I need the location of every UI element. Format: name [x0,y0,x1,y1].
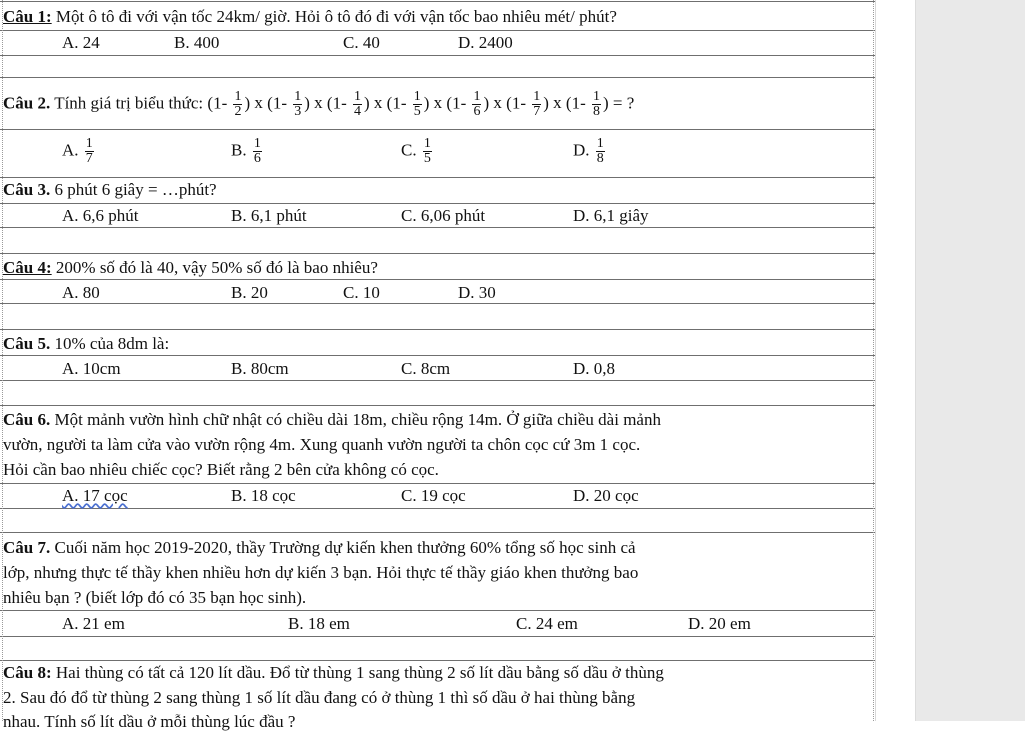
question-label: Câu 6. [3,410,51,429]
expression-term: (1- $\frac{1}{6}$ ) [446,89,490,119]
question-label: Câu 8: [3,663,52,682]
question-text-line-1: Một mảnh vườn hình chữ nhật có chiều dài 18m, chiều rộng 14m. Ở giữa chiều dài mảnh [54,410,661,429]
question-1 [3,7,617,27]
question-text: 10% của 8dm là: [54,334,170,353]
question-8 [3,663,664,683]
fraction: $\frac{1}{2}$ [234,89,242,119]
side-panel [915,0,1025,721]
answer-b: B. 18 em [288,614,350,633]
answer-c: C. 24 em [516,614,578,633]
fraction: $\frac{1}{5}$ [413,89,421,119]
answer-b: B. 20 [231,283,268,302]
expression-term: (1- $\frac{1}{5}$ ) [386,89,430,119]
question-label: Câu 4: [3,258,52,277]
answer-b: B. 6,1 phút [231,206,307,225]
question-text-line-2: 2. Sau đó đổ từ thùng 2 sang thùng 1 số lít dầu đang có ở thùng 1 thì số dầu ở hai thùng bằng [3,688,636,707]
fraction: $\frac{1}{4}$ [353,89,361,119]
answer-a: A. 80 [62,283,100,302]
answer-b: B. 400 [174,33,220,52]
question-text-line-3: nhau. Tính số lít dầu ở mỗi thùng lúc đầu ? [3,712,296,731]
page-margin [875,0,916,721]
answer-c: C. 10 [343,283,380,302]
question-text-line-3: nhiêu bạn ? (biết lớp đó có 35 bạn học sinh). [3,588,307,607]
question-label: Câu 2. [3,93,51,113]
fraction: $\frac{1}{8}$ [596,136,604,166]
expression-term: (1- $\frac{1}{4}$ ) [326,89,370,119]
answer-b: B. 80cm [231,359,289,378]
answer-d: D. 30 [458,283,496,302]
expression-term: (1- $\frac{1}{2}$ ) [207,89,251,119]
fraction: $\frac{1}{6}$ [253,136,261,166]
question-2 [3,90,634,119]
answer-d: D. 20 em [688,614,751,633]
answer-b: B. 18 cọc [231,486,296,505]
answer-d: D. 0,8 [573,359,616,378]
question-text: Một ô tô đi với vận tốc 24km/ giờ. Hỏi ô tô đó đi với vận tốc bao nhiêu mét/ phút? [55,7,617,26]
answer-d: D. 6,1 giây [573,206,649,225]
question-4 [3,258,378,278]
question-text-line-1: Cuối năm học 2019-2020, thầy Trường dự kiến khen thưởng 60% tổng số học sinh cả [54,538,636,557]
question-text-line-2: lớp, nhưng thực tế thầy khen nhiều hơn dự kiến 3 bạn. Hỏi thực tế thầy giáo khen thưởng bao [3,563,639,582]
answer-c: C. $\frac{1}{5}$ [401,136,431,166]
answer-d: D. 2400 [458,33,513,52]
expression-term: (1- $\frac{1}{7}$ ) [506,89,549,119]
answer-d: D. $\frac{1}{8}$ [573,136,604,166]
answer-a: A. 21 em [62,614,125,633]
question-text: 200% số đó là 40, vậy 50% số đó là bao nhiêu? [55,258,378,277]
fraction: $\frac{1}{6}$ [473,89,481,119]
answer-a: A. 17 cọc [62,486,128,505]
expression-term: (1- $\frac{1}{8}$ ) [565,89,609,119]
question-text: 6 phút 6 giây = …phút? [54,180,217,199]
question-label: Câu 5. [3,334,51,353]
answer-a: A. 6,6 phút [62,206,139,225]
question-label: Câu 1: [3,7,52,26]
answer-d: D. 20 cọc [573,486,639,505]
fraction: $\frac{1}{7}$ [85,136,93,166]
question-7 [3,538,636,558]
question-3 [3,180,217,200]
question-5 [3,334,169,354]
fraction: $\frac{1}{5}$ [423,136,431,166]
fraction: $\frac{1}{7}$ [533,89,541,119]
question-label: Câu 7. [3,538,51,557]
expression-tail: = ? [612,93,635,113]
answer-c: C. 40 [343,33,380,52]
question-text-line-3: Hỏi cần bao nhiêu chiếc cọc? Biết rằng 2 bên cửa không có cọc. [3,460,439,479]
answer-c: C. 8cm [401,359,451,378]
answer-a: A. $\frac{1}{7}$ [62,136,93,166]
question-text: Tính giá trị biểu thức: [54,93,204,113]
answer-a: A. 24 [62,33,100,52]
answer-b: B. $\frac{1}{6}$ [231,136,261,166]
question-label: Câu 3. [3,180,51,199]
answer-c: C. 19 cọc [401,486,466,505]
answer-c: C. 6,06 phút [401,206,486,225]
question-text-line-2: vườn, người ta làm cửa vào vườn rộng 4m. Xung quanh vườn người ta chôn cọc cứ 3m 1 cọc. [3,435,641,454]
fraction: $\frac{1}{8}$ [592,89,600,119]
question-6 [3,410,661,430]
question-text-line-1: Hai thùng có tất cả 120 lít dầu. Đổ từ thùng 1 sang thùng 2 số lít dầu bằng số dầu ở thùng [55,663,664,682]
expression-term: (1- $\frac{1}{3}$ ) [267,89,310,119]
answer-a: A. 10cm [62,359,121,378]
fraction: $\frac{1}{3}$ [294,89,302,119]
expression: (1- $\frac{1}{2}$ ) x (1- $\frac{1}{3}$ ) x (1- $\frac{1}{4}$ ) x (1- $\frac{1}{5}$ ) x (1- $\frac{1}{6}$ ) x (1- $\frac{1}{7}$ ) x (1- $\frac{1}{8}$ ) [207,89,609,119]
